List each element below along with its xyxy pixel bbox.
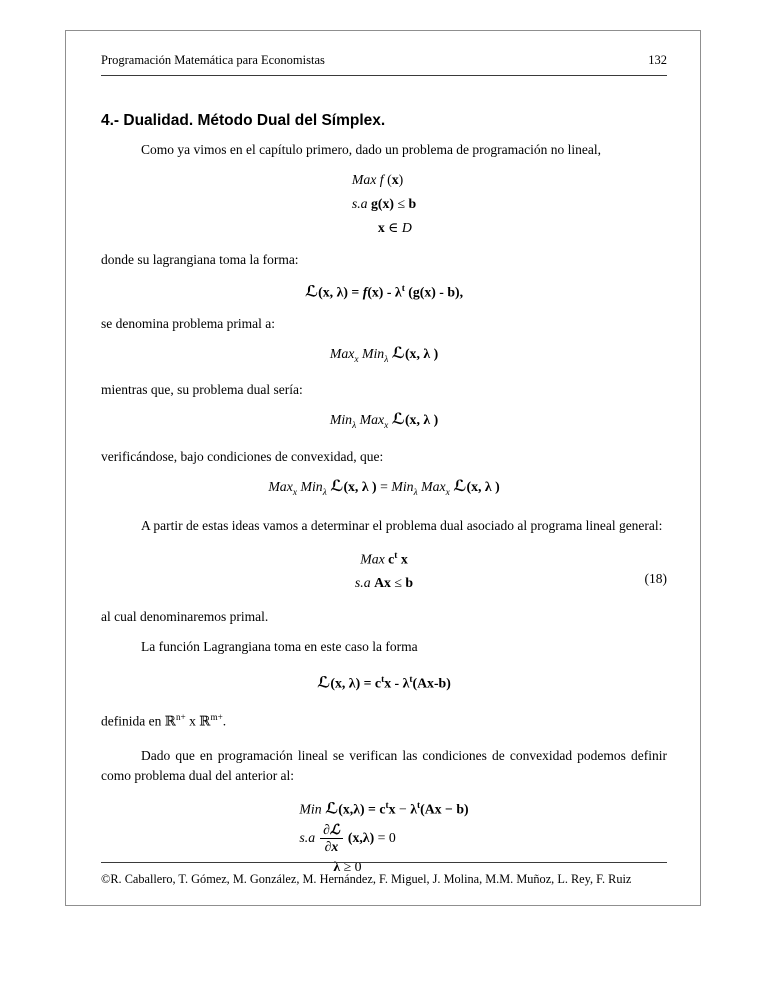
paragraph-domain: definida en ℝ$^{n+}$ x ℝ$^{m+}$. [101, 712, 227, 730]
gradient-equals-zero: (x,λ) = 0 [347, 830, 396, 846]
page-number: 132 [648, 53, 667, 67]
equation-lagrangian: ℒ(x, $\lambda) = f(x) - \lambda^t$ (g(x) - b), [304, 281, 464, 301]
sa-label: s.a [299, 830, 316, 846]
paragraph-primal-intro: se denomina problema primal a: [101, 315, 275, 331]
page-header [101, 53, 667, 76]
page-footer [101, 862, 667, 887]
partial-derivative-fraction [320, 822, 343, 855]
equation-sa-axb: s.a Ax ≤ b [354, 575, 414, 591]
page-inner [101, 53, 667, 887]
running-title: Programación Matemática para Economistas [101, 53, 325, 67]
paragraph-lagrangian-intro: donde su lagrangiana toma la forma: [101, 252, 299, 267]
paragraph-dual-definition: Dado que en programación lineal se verifican las condiciones de convexidad podemos definir como problema dual del anterior al: [101, 747, 667, 783]
copyright-authors: ©R. Caballero, T. Gómez, M. González, M. Hernández, F. Miguel, J. Molina, M.M. Muñoz, L. Rey, F. Ruiz [101, 872, 632, 886]
equation-min-lagrangian: Min ℒ(x,λ) = $c^tx - \lambda^t(Ax - b)$ [299, 798, 469, 818]
equation-group [352, 168, 416, 240]
equation-dual: Min$_\lambda$ Max$_x$ ℒ(x, λ ) [329, 409, 439, 432]
paragraph-intro: Como ya vimos en el capítulo primero, dado un problema de programación no lineal, [141, 142, 602, 157]
equation-max-ctx: Max $c^t$ x [360, 550, 408, 567]
equation-linear-lagrangian: ℒ(x, $\lambda) = c^tx - \lambda^t(Ax-b)$ [317, 673, 451, 693]
equation-number: (18) [644, 571, 667, 587]
fraction-numerator: ∂ℒ [320, 822, 343, 839]
paragraph-primal-name: al cual denominaremos primal. [101, 609, 269, 625]
document-page [65, 30, 701, 906]
fraction-denominator: ∂x [324, 838, 339, 854]
section-title: 4.- Dualidad. Método Dual del Símplex. [101, 112, 386, 129]
paragraph-convexity: verificándose, bajo condiciones de convexidad, que: [101, 449, 384, 465]
equation-nonlinear-program [101, 168, 667, 240]
equation-lambda-nonnegative: λ ≥ 0 [333, 859, 362, 875]
equation-max-fx: Max f (x) [351, 172, 404, 187]
equation-sa-gx: s.a g(x) ≤ b [351, 196, 417, 211]
equation-gradient-condition [299, 821, 468, 855]
paragraph-lagrangian-form: La función Lagrangiana toma en este caso la forma [141, 639, 418, 655]
paragraph-dual-intro: mientras que, su problema dual sería: [101, 382, 303, 398]
equation-row-numbered [101, 571, 667, 595]
paragraph-linear-program-intro: A partir de estas ideas vamos a determinar el problema dual asociado al programa lineal general: [141, 517, 663, 533]
equation-minimax-equality: Max$_x$ Min$_\lambda$ ℒ(x, λ ) = Min$_\lambda$ Max$_x$ ℒ(x, λ ) [268, 476, 500, 498]
equation-primal: Max$_x$ Min$_\lambda$ ℒ(x, λ ) [329, 342, 439, 365]
equation-x-in-d: x ∈ D [377, 220, 412, 235]
equation-linear-primal [101, 544, 667, 596]
equation-row [101, 544, 667, 572]
